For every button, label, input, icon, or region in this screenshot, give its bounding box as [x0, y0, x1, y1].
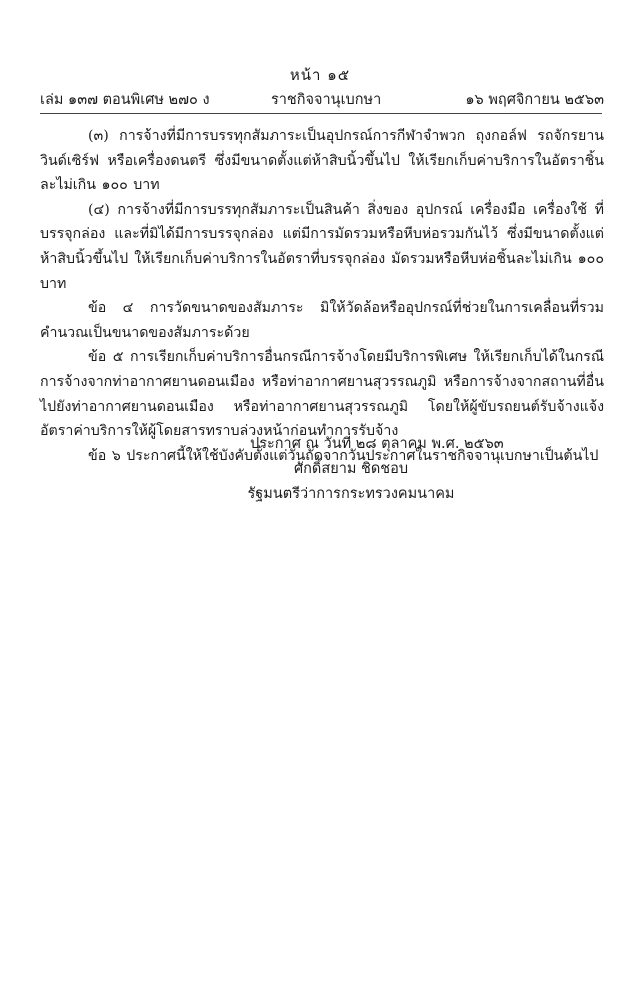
paragraph-text: (๔) การจ้างที่มีการบรรทุกสัมภาระเป็นสินค้า สิ่งของ อุปกรณ์ เครื่องมือ เครื่องใช้ ที่บรรจุกล่อง และที่มิได้มีการบรรจุกล่อง แต่มีการมัดรวมหรือหีบห่อรวมกันไว้ ซึ่งมีขนาดตั้งแต่ห้าสิบนิ้วขึ้นไป ให้เรียกเก็บค่าบริการในอัตราที่บรรจุกล่อง มัดรวมหรือหีบห่อชิ้นละไม่เกิน ๑๐๐ บาท — [40, 201, 604, 292]
paragraph-text: (๓) การจ้างที่มีการบรรทุกสัมภาระเป็นอุปกรณ์การกีฬาจำพวก ถุงกอล์ฟ รถจักรยาน วินด์เซิร์ฟ หรือเครื่องดนตรี ซึ่งมีขนาดตั้งแต่ห้าสิบนิ้วขึ้นไป ให้เรียกเก็บค่าบริการในอัตราชิ้นละไม่เกิน ๑๐๐ บาท — [40, 128, 604, 194]
paragraph — [40, 345, 604, 443]
paragraph-text: ข้อ ๔ การวัดขนาดของสัมภาระ มิให้วัดล้อหรืออุปกรณ์ที่ช่วยในการเคลื่อนที่รวมคำนวณเป็นขนาดของสัมภาระด้วย — [40, 300, 604, 341]
publication-date: ๑๖ พฤศจิกายน ๒๕๖๓ — [465, 92, 604, 108]
publication-name: ราชกิจจานุเบกษา — [271, 92, 382, 108]
paragraph — [40, 198, 604, 296]
document-body — [40, 124, 604, 468]
running-header — [40, 88, 604, 110]
signatory-title: รัฐมนตรีว่าการกระทรวงคมนาคม — [247, 486, 455, 502]
paragraph — [40, 296, 604, 345]
paragraph-text: ข้อ ๕ การเรียกเก็บค่าบริการอื่นกรณีการจ้างโดยมีบริการพิเศษ ให้เรียกเก็บได้ในกรณีการจ้างจากท่าอากาศยานดอนเมือง หรือท่าอากาศยานสุวรรณภูมิ หรือการจ้างจากสถานที่อื่นไปยังท่าอากาศยานดอนเมือง หรือท่าอากาศยานสุวรรณภูมิ โดยให้ผู้ขับรถยนต์รับจ้างแจ้งอัตราค่าบริการให้ผู้โดยสารทราบล่วงหน้าก่อนทำการรับจ้าง — [40, 349, 604, 440]
volume-issue: เล่ม ๑๓๗ ตอนพิเศษ ๒๗๐ ง — [40, 92, 210, 108]
paragraph — [40, 124, 604, 198]
announcement-date: ประกาศ ณ วันที่ ๒๘ ตุลาคม พ.ศ. ๒๕๖๓ — [250, 436, 504, 452]
page-number: หน้า ๑๕ — [289, 66, 351, 84]
header-divider — [40, 113, 602, 114]
signatory-name: ศักดิ์สยาม ชิดชอบ — [293, 461, 409, 477]
paragraph-text: ข้อ ๖ ประกาศนี้ให้ใช้บังคับตั้งแต่วันถัดจากวันประกาศในราชกิจจานุเบกษาเป็นต้นไป — [88, 447, 599, 464]
